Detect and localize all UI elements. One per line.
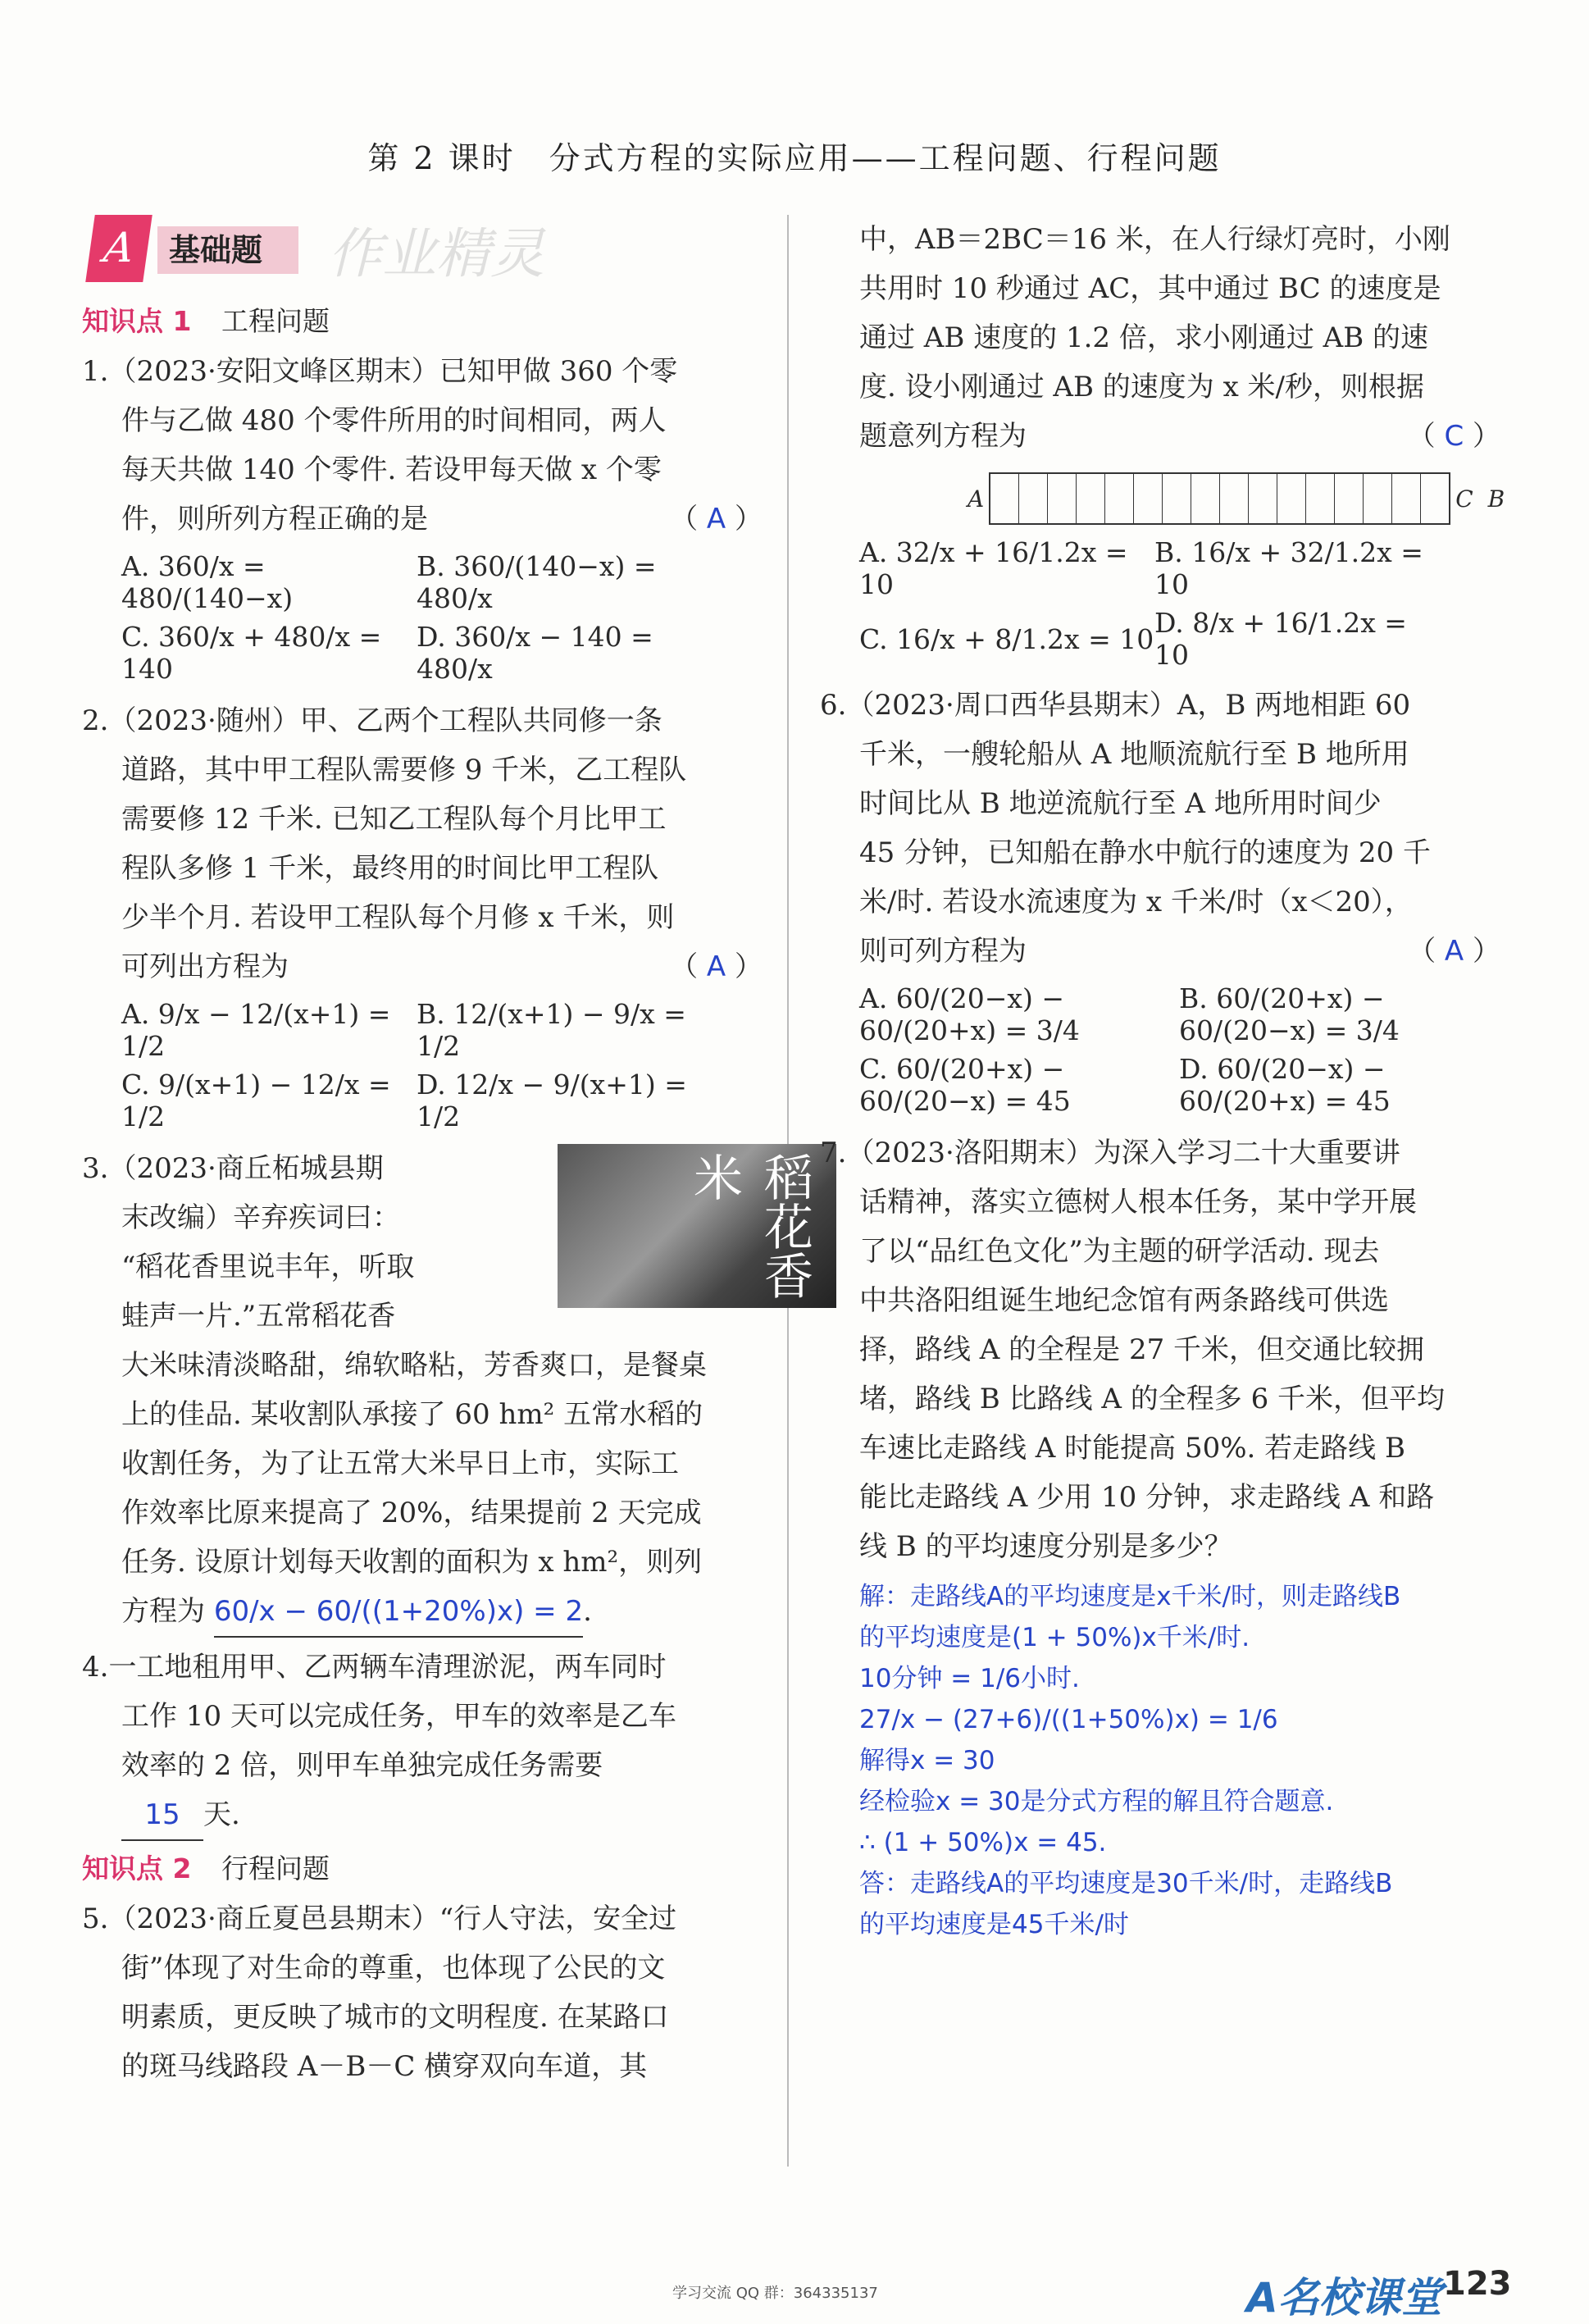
solution-line: 解得x = 30 xyxy=(859,1746,995,1775)
solution-line: 10分钟 = 1/6小时. xyxy=(859,1664,1080,1693)
q2-line: 2.（2023·随州）甲、乙两个工程队共同修一条 xyxy=(82,704,662,737)
q3-answer: 60/x − 60/((1+20%)x) = 2 xyxy=(214,1587,583,1638)
q6-option-a: A. 60/(20−x) − 60/(20+x) = 3/4 xyxy=(859,982,1080,1046)
q6-options xyxy=(820,1053,1500,1117)
q2-line xyxy=(82,942,763,991)
question-4 xyxy=(82,1643,763,1841)
answer-paren: （ A ） xyxy=(670,503,763,535)
q7-line: 话精神，落实立德树人根本任务，某中学开展 xyxy=(859,1186,1417,1219)
q4-answer: 15 xyxy=(121,1790,203,1841)
q3-line: 末改编）辛弃疾词曰： xyxy=(121,1201,400,1234)
question-5-continued xyxy=(820,215,1505,671)
q3-line: 上的佳品. 某收割队承接了 60 hm² 五常水稻的 xyxy=(121,1398,703,1431)
photo-caption: 稻花香米 xyxy=(685,1152,813,1300)
q1-options xyxy=(82,621,763,685)
q5-option-d: D. 8/x + 16/1.2x = 10 xyxy=(1154,607,1407,671)
q3-line: 大米味清淡略甜，绵软略粘，芳香爽口，是餐桌 xyxy=(121,1349,707,1382)
brand-logo: A名校课堂 xyxy=(1246,2274,1442,2322)
question-5 xyxy=(82,1894,763,2091)
q1-option-a: A. 360/x = 480/(140−x) xyxy=(121,550,294,614)
watermark: 作业精灵 xyxy=(328,222,544,285)
kp2-text: 行程问题 xyxy=(221,1852,330,1884)
kp1-text: 工程问题 xyxy=(221,305,330,337)
q4-line: 工作 10 天可以完成任务，甲车的效率是乙车 xyxy=(121,1700,676,1733)
q6-answer: A xyxy=(1444,935,1464,968)
q5-option-b: B. 16/x + 32/1.2x = 10 xyxy=(1154,536,1423,600)
q3-line: 收割任务，为了让五常大米早日上市，实际工 xyxy=(121,1447,679,1480)
q7-line: 能比走路线 A 少用 10 分钟，求走路线 A 和路 xyxy=(859,1481,1435,1514)
q7-solution xyxy=(820,1576,1500,1945)
q1-line: 件与乙做 480 个零件所用的时间相同，两人 xyxy=(121,404,667,437)
right-column xyxy=(820,215,1505,1945)
q5-options xyxy=(820,536,1500,600)
solution-line: 答：走路线A的平均速度是30千米/时，走路线B xyxy=(859,1869,1393,1898)
q7-line: 中共洛阳组诞生地纪念馆有两条路线可供选 xyxy=(859,1284,1389,1317)
solution-line: 解：走路线A的平均速度是x千米/时，则走路线B xyxy=(859,1582,1401,1611)
q2-options xyxy=(82,998,763,1062)
q5-option-a: A. 32/x + 16/1.2x = 10 xyxy=(859,536,1128,600)
q3-line: 作效率比原来提高了 20%，结果提前 2 天完成 xyxy=(121,1497,702,1529)
q6-line: 千米，一艘轮船从 A 地顺流航行至 B 地所用 xyxy=(859,738,1409,771)
q1-option-c: C. 360/x + 480/x = 140 xyxy=(121,621,382,685)
q1-options xyxy=(82,550,763,614)
question-2 xyxy=(82,696,763,1132)
q1-option-d: D. 360/x − 140 = 480/x xyxy=(417,621,653,685)
q7-line: 7.（2023·洛阳期末）为深入学习二十大重要讲 xyxy=(820,1137,1400,1169)
q5-line: 中，AB＝2BC＝16 米，在人行绿灯亮时，小刚 xyxy=(859,223,1450,256)
q7-line: 堵，路线 B 比路线 A 的全程多 6 千米，但平均 xyxy=(859,1383,1446,1415)
answer-paren: （ A ） xyxy=(1408,935,1500,968)
q2-line: 少半个月. 若设甲工程队每个月修 x 千米，则 xyxy=(121,901,675,934)
qq-group: 学习交流 QQ 群：364335137 xyxy=(672,2285,878,2302)
q5-line-text: 题意列方程为 xyxy=(859,420,1027,453)
q2-option-c: C. 9/(x+1) − 12/x = 1/2 xyxy=(121,1069,391,1132)
left-column xyxy=(82,215,813,2091)
q5-line: 的斑马线路段 A－B－C 横穿双向车道，其 xyxy=(121,2050,648,2083)
q5-option-c: C. 16/x + 8/1.2x = 10 xyxy=(859,622,1154,655)
question-3 xyxy=(82,1144,813,1638)
q6-line xyxy=(820,927,1500,976)
section-banner xyxy=(82,215,763,294)
point-a-label: A xyxy=(968,485,985,513)
q2-line: 需要修 12 千米. 已知乙工程队每个月比甲工 xyxy=(121,803,667,836)
q7-line: 线 B 的平均速度分别是多少？ xyxy=(859,1530,1232,1563)
q5-line: 通过 AB 速度的 1.2 倍，求小刚通过 AB 的速 xyxy=(859,321,1428,354)
solution-line: 的平均速度是(1 + 50%)x千米/时. xyxy=(859,1623,1250,1652)
q2-option-a: A. 9/x − 12/(x+1) = 1/2 xyxy=(121,998,391,1062)
q5-line: 明素质，更反映了城市的文明程度. 在某路口 xyxy=(121,2001,669,2034)
crossing-cells xyxy=(989,472,1450,525)
q6-option-c: C. 60/(20+x) − 60/(20−x) = 45 xyxy=(859,1053,1071,1117)
page-title: 第 2 课时 分式方程的实际应用——工程问题、行程问题 xyxy=(367,140,1222,176)
knowledge-point-2 xyxy=(82,1848,763,1886)
q7-line: 车速比走路线 A 时能提高 50%. 若走路线 B xyxy=(859,1432,1405,1465)
q2-options xyxy=(82,1069,763,1132)
q3-line: “稻花香里说丰年，听取 xyxy=(121,1251,415,1283)
kp2-label: 知识点 2 xyxy=(82,1852,192,1884)
q3-line: 3.（2023·商丘柘城县期 xyxy=(82,1152,384,1185)
q6-line: 6.（2023·周口西华县期末）A，B 两地相距 60 xyxy=(820,689,1411,722)
q5-answer: C xyxy=(1444,420,1464,453)
q4-line xyxy=(82,1790,763,1841)
q1-line-text: 件，则所列方程正确的是 xyxy=(121,503,428,535)
solution-line: 27/x − (27+6)/((1+50%)x) = 1/6 xyxy=(859,1705,1278,1734)
q2-option-d: D. 12/x − 9/(x+1) = 1/2 xyxy=(417,1069,687,1132)
q7-line: 了以“品红色文化”为主题的研学活动. 现去 xyxy=(859,1235,1380,1268)
rice-photo xyxy=(558,1144,836,1308)
q5-line: 街”体现了对生命的尊重，也体现了公民的文 xyxy=(121,1952,666,1985)
q6-options xyxy=(820,982,1500,1046)
q6-option-b: B. 60/(20+x) − 60/(20−x) = 3/4 xyxy=(1179,982,1400,1046)
answer-paren: （ A ） xyxy=(670,950,763,983)
q6-line: 45 分钟，已知船在静水中航行的速度为 20 千 xyxy=(859,836,1431,869)
banner-text: 基础题 xyxy=(157,226,298,274)
q4-suffix: 天. xyxy=(203,1798,240,1831)
page-number: 123 xyxy=(1443,2265,1512,2303)
solution-line: 的平均速度是45千米/时 xyxy=(859,1910,1129,1939)
q6-line-text: 则可列方程为 xyxy=(859,935,1027,968)
q1-line xyxy=(82,494,763,544)
q3-line: 蛙声一片.”五常稻花香 xyxy=(121,1300,396,1333)
solution-line: 经检验x = 30是分式方程的解且符合题意. xyxy=(859,1787,1334,1816)
q2-line: 程队多修 1 千米，最终用的时间比甲工程队 xyxy=(121,852,659,885)
q2-line-text: 可列出方程为 xyxy=(121,950,289,983)
solution-line: ∴ (1 + 50%)x = 45. xyxy=(859,1828,1107,1857)
question-1 xyxy=(82,347,763,685)
q3-line-text: 方程为 xyxy=(121,1595,205,1628)
q5-line: 度. 设小刚通过 AB 的速度为 x 米/秒，则根据 xyxy=(859,371,1425,403)
q2-line: 道路，其中甲工程队需要修 9 千米，乙工程队 xyxy=(121,754,687,786)
banner-letter: A xyxy=(85,215,153,282)
question-6 xyxy=(820,681,1500,1117)
q1-line: 1.（2023·安阳文峰区期末）已知甲做 360 个零 xyxy=(82,355,678,388)
q5-line xyxy=(820,412,1500,461)
q5-line: 5.（2023·商丘夏邑县期末）“行人守法，安全过 xyxy=(82,1902,677,1935)
q6-line: 米/时. 若设水流速度为 x 千米/时（x＜20）， xyxy=(859,886,1413,918)
q2-answer: A xyxy=(706,950,726,983)
answer-paren: （ C ） xyxy=(1407,420,1500,453)
q1-answer: A xyxy=(706,503,726,535)
q4-line: 4.一工地租用甲、乙两辆车清理淤泥，两车同时 xyxy=(82,1651,667,1684)
knowledge-point-1 xyxy=(82,300,763,339)
point-c-label: C xyxy=(1455,485,1473,513)
zebra-crossing-diagram xyxy=(968,472,1505,525)
q2-option-b: B. 12/(x+1) − 9/x = 1/2 xyxy=(417,998,686,1062)
q1-line: 每天共做 140 个零件. 若设甲每天做 x 个零 xyxy=(121,453,662,486)
q7-line: 择，路线 A 的全程是 27 千米，但交通比较拥 xyxy=(859,1333,1425,1366)
q4-line: 效率的 2 倍，则甲车单独完成任务需要 xyxy=(121,1749,603,1782)
kp1-label: 知识点 1 xyxy=(82,305,192,337)
question-7 xyxy=(820,1128,1500,1945)
q3-line: 任务. 设原计划每天收割的面积为 x hm²，则列 xyxy=(121,1546,703,1579)
q1-option-b: B. 360/(140−x) = 480/x xyxy=(417,550,657,614)
point-b-label: B xyxy=(1487,485,1505,513)
q6-line: 时间比从 B 地逆流航行至 A 地所用时间少 xyxy=(859,787,1382,820)
q6-option-d: D. 60/(20−x) − 60/(20+x) = 45 xyxy=(1179,1053,1391,1117)
q3-line: 方程为 60/x − 60/((1+20%)x) = 2. xyxy=(82,1587,763,1638)
q5-line: 共用时 10 秒通过 AC，其中通过 BC 的速度是 xyxy=(859,272,1441,305)
q5-options xyxy=(820,607,1500,671)
